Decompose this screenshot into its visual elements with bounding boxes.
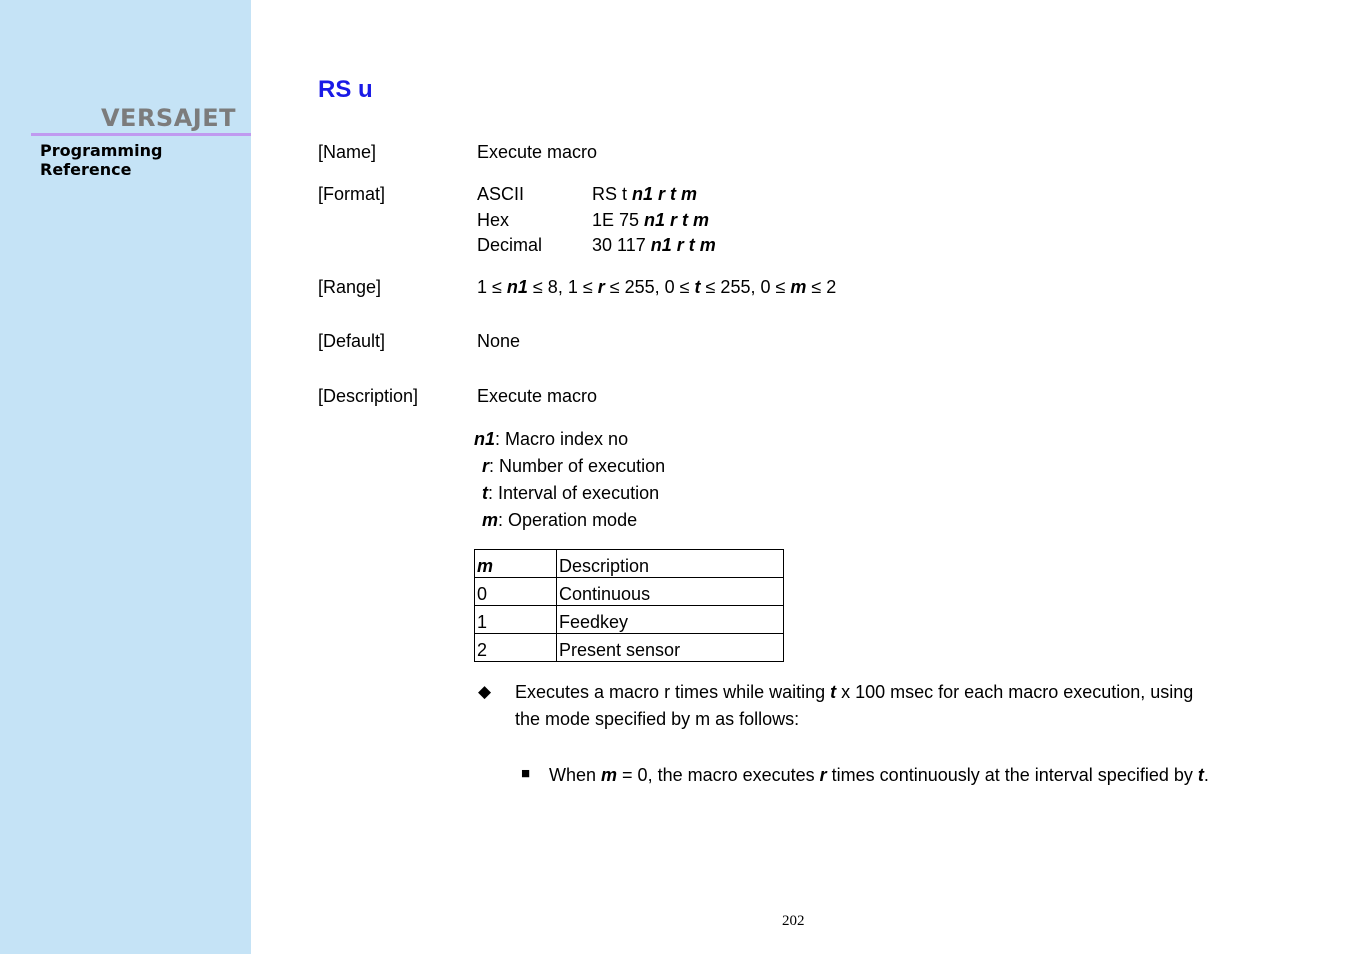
format-label: [Format] xyxy=(318,184,386,204)
table-row xyxy=(475,578,784,606)
table-header-row xyxy=(475,550,784,578)
table-row xyxy=(475,606,784,634)
table-cell: Continuous xyxy=(557,578,784,606)
table-cell: 1 xyxy=(475,606,557,634)
mode-table xyxy=(474,549,784,662)
table-cell: Present sensor xyxy=(557,634,784,662)
page-number: 202 xyxy=(782,913,805,929)
name-value: Execute macro xyxy=(477,142,598,162)
param-t: t: Interval of execution xyxy=(482,483,660,503)
format-kind-hex: Hex xyxy=(477,210,510,230)
sidebar xyxy=(0,0,251,954)
brand-subtitle: Programming Reference xyxy=(40,141,163,179)
description-label: [Description] xyxy=(318,386,419,406)
range-value: 1 ≤ n1 ≤ 8, 1 ≤ r ≤ 255, 0 ≤ t ≤ 255, 0 ≤ m ≤ 2 xyxy=(477,277,837,297)
table-row xyxy=(475,634,784,662)
table-header-cell: m xyxy=(475,550,557,578)
table-cell: 2 xyxy=(475,634,557,662)
param-n1: n1: Macro index no xyxy=(474,429,629,449)
table-header-cell: Description xyxy=(557,550,784,578)
format-kind-ascii: ASCII xyxy=(477,184,525,204)
table-cell: Feedkey xyxy=(557,606,784,634)
default-value: None xyxy=(477,331,521,351)
page-title: RS u xyxy=(318,76,373,103)
bullet-paragraph-1: Executes a macro r times while waiting t x 100 msec for each macro execution, using the mode specified by m as follows: xyxy=(515,682,1194,729)
square-bullet-icon: ■ xyxy=(521,765,531,782)
range-label: [Range] xyxy=(318,277,382,297)
format-code-decimal: 30 117 n1 r t m xyxy=(592,235,716,255)
description-value: Execute macro xyxy=(477,386,598,406)
format-code-hex: 1E 75 n1 r t m xyxy=(592,210,710,230)
default-label: [Default] xyxy=(318,331,386,351)
param-r: r: Number of execution xyxy=(482,456,666,476)
bullet-paragraph-2: When m = 0, the macro executes r times continuously at the interval specified by t. xyxy=(549,765,1209,785)
table-cell: 0 xyxy=(475,578,557,606)
param-m: m: Operation mode xyxy=(482,510,638,530)
format-code-ascii: RS t n1 r t m xyxy=(592,184,698,204)
brand-logo: VERSAJET xyxy=(100,104,236,132)
name-label: [Name] xyxy=(318,142,377,162)
diamond-bullet-icon: ◆ xyxy=(478,682,492,701)
format-kind-decimal: Decimal xyxy=(477,235,543,255)
brand-divider xyxy=(31,133,251,136)
